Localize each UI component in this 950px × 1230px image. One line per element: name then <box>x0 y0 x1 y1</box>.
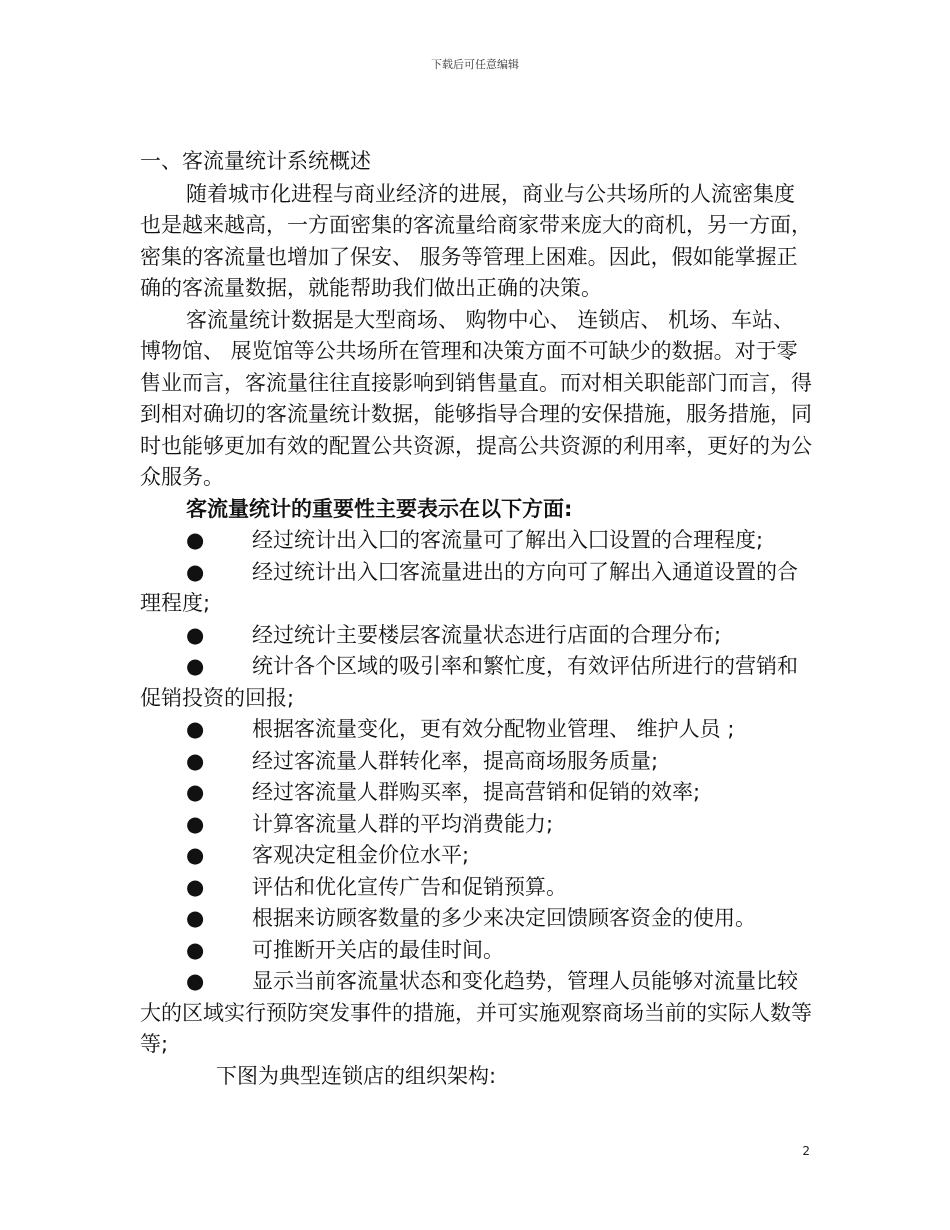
list-item-text: 客观决定租金价位水平; <box>252 843 470 867</box>
list-item-text: 统计各个区域的吸引率和繁忙度，有效评估所进行的营销和促销投资的回报; <box>140 654 798 710</box>
bullet-icon: ● <box>186 843 205 867</box>
bullet-icon: ● <box>186 874 205 899</box>
paragraph-2: 客流量统计数据是大型商场、 购物中心、 连锁店、 机场、车站、 博物馆、 展览馆等公共场所在管理和决策方面不可缺少的数据。对于零售业而言，客流量往往直接影响到销售量直。而对相关职能部门而言，得到相对确切的客流量统计数据，能够指导合理的安保措施，服务措施，同时也能够更加有效的配置公共资源，提高公共资源的利用率，更好的为公众服务。 <box>140 307 812 489</box>
list-item <box>140 525 812 557</box>
bullet-list <box>140 525 812 1061</box>
paragraph-1: 随着城市化进程与商业经济的进展，商业与公共场所的人流密集度也是越来越高，一方面密集的客流量给商家带来庞大的商机，另一方面，密集的客流量也增加了保安、 服务等管理上困难。因此，假如能掌握正确的客流量数据，就能帮助我们做出正确的决策。 <box>140 181 812 300</box>
bullet-icon: ● <box>186 654 205 678</box>
list-item <box>140 903 812 935</box>
bullet-icon: ● <box>186 717 205 741</box>
page-header: 下载后可任意编辑 <box>431 58 519 71</box>
list-item <box>140 746 812 778</box>
importance-heading: 客流量统计的重要性主要表示在以下方面: <box>186 496 573 521</box>
list-item-text: 经过客流量人群转化率，提高商场服务质量; <box>252 748 659 773</box>
list-item-text: 根据来访顾客数量的多少来决定回馈顾客资金的使用。 <box>252 906 756 930</box>
bullet-icon: ● <box>186 780 205 804</box>
bullet-icon: ● <box>186 969 205 993</box>
bullet-icon: ● <box>186 906 205 930</box>
list-item-text: 经过统计出入囗客流量进出的方向可了解出入通道设置的合理程度; <box>140 559 798 615</box>
list-item-text: 显示当前客流量状态和变化趋势，管理人员能够对流量比较大的区域实行预防突发事件的措施，并可实施观察商场当前的实际人数等等; <box>140 969 812 1056</box>
bullet-icon: ● <box>186 559 205 584</box>
list-item <box>140 966 812 1061</box>
bullet-icon: ● <box>186 528 205 552</box>
bullet-icon: ● <box>186 811 205 836</box>
list-item <box>140 651 812 714</box>
document-body <box>140 146 812 1092</box>
list-item <box>140 777 812 809</box>
list-item <box>140 714 812 746</box>
bullet-icon: ● <box>186 937 205 962</box>
list-item-text: 经过客流量人群购买率，提高营销和促销的效率; <box>252 780 701 804</box>
list-item-text: 计算客流量人群的平均消费能力; <box>252 811 554 836</box>
list-item-text: 经过统计主要楼层客流量状态进行店面的合理分布; <box>252 622 722 647</box>
list-item <box>140 840 812 872</box>
page-number: 2 <box>802 1144 810 1158</box>
list-item-text: 根据客流量变化，更有效分配物业管理、 维护人员 ; <box>252 717 735 741</box>
list-item <box>140 872 812 904</box>
list-item-text: 可推断开关店的最佳时间。 <box>252 937 504 962</box>
section-title: 一、客流量统计系统概述 <box>140 149 371 173</box>
list-item <box>140 809 812 841</box>
list-item-text: 经过统计出入囗的客流量可了解出入囗设置的合理程度; <box>252 528 764 552</box>
bullet-icon: ● <box>186 622 205 647</box>
figure-caption: 下图为典型连锁店的组织架构: <box>216 1063 497 1088</box>
bullet-icon: ● <box>186 748 205 773</box>
list-item <box>140 935 812 967</box>
list-item-text: 评估和优化宣传广告和促销预算。 <box>252 874 567 899</box>
list-item <box>140 557 812 620</box>
list-item <box>140 620 812 652</box>
